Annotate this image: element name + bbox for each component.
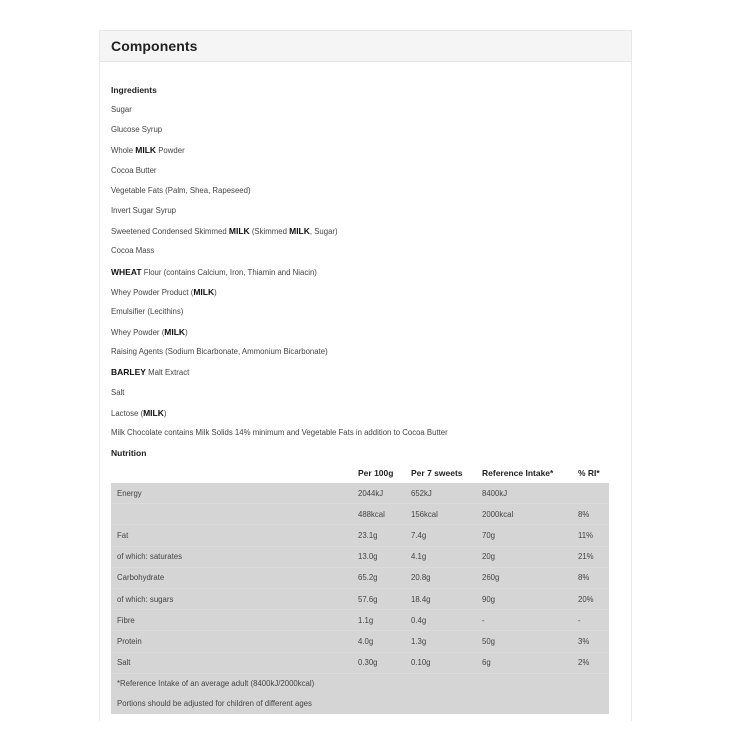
nutrition-table <box>111 463 609 714</box>
nutrition-cell <box>578 483 609 504</box>
nutrition-cell: 18.4g <box>411 588 482 609</box>
allergen-text: MILK <box>135 145 157 156</box>
nutrition-cell: 8400kJ <box>482 483 578 504</box>
ingredient-text: Vegetable Fats (Palm, Shea, Rapeseed) <box>111 185 251 195</box>
column-header-per-100g: Per 100g <box>358 468 394 478</box>
nutrition-cell: 7.4g <box>411 525 482 546</box>
column-header-reference-intake: Reference Intake* <box>482 468 554 478</box>
nutrition-header-row <box>111 463 609 483</box>
allergen-text: MILK <box>289 226 310 237</box>
nutrition-cell: 0.30g <box>358 652 411 673</box>
nutrition-row <box>111 567 609 588</box>
nutrition-row <box>111 483 609 504</box>
nutrition-cell: 20% <box>578 588 609 609</box>
nutrition-cell <box>111 504 358 525</box>
ingredient-text: ) <box>163 408 167 418</box>
nutrition-note-row <box>111 673 609 694</box>
ingredient-text: Cocoa Butter <box>111 165 157 175</box>
nutrition-cell: - <box>578 610 609 631</box>
nutrition-cell: 50g <box>482 631 578 652</box>
nutrition-cell: 6g <box>482 652 578 673</box>
column-header-nutrient <box>111 463 358 483</box>
ingredient-item <box>111 140 631 160</box>
nutrition-cell: 0.10g <box>411 652 482 673</box>
nutrition-cell: 652kJ <box>411 483 482 504</box>
ingredient-item <box>111 120 631 140</box>
ingredient-item <box>111 282 631 302</box>
nutrition-cell: of which: saturates <box>111 546 358 567</box>
ingredient-text: Whole <box>111 146 136 156</box>
nutrition-cell: 156kcal <box>411 504 482 525</box>
nutrition-cell: 23.1g <box>358 525 411 546</box>
ingredient-text: Whey Powder Product ( <box>111 287 194 297</box>
nutrition-cell: 57.6g <box>358 588 411 609</box>
nutrition-row <box>111 525 609 546</box>
nutrition-cell: 13.0g <box>358 546 411 567</box>
nutrition-row <box>111 546 609 567</box>
ingredient-item <box>111 201 631 221</box>
ingredient-text: Whey Powder ( <box>111 328 165 338</box>
card-content <box>100 62 631 463</box>
nutrition-cell: 20g <box>482 546 578 567</box>
nutrition-cell: 8% <box>578 567 609 588</box>
ingredient-item <box>111 221 631 241</box>
ingredient-text: Emulsifier (Lecithins) <box>111 306 184 316</box>
nutrition-note: *Reference Intake of an average adult (8400kJ/2000kcal) <box>117 679 315 689</box>
nutrition-cell: 11% <box>578 525 609 546</box>
ingredient-item <box>111 181 631 201</box>
nutrition-cell: Fat <box>111 525 358 546</box>
nutrition-cell: 70g <box>482 525 578 546</box>
nutrition-cell: 260g <box>482 567 578 588</box>
nutrition-cell: 65.2g <box>358 567 411 588</box>
ingredient-item <box>111 241 631 261</box>
ingredient-item <box>111 423 631 443</box>
nutrition-cell: 4.1g <box>411 546 482 567</box>
ingredient-text: Salt <box>111 387 125 397</box>
ingredient-text: ) <box>214 287 217 297</box>
allergen-text: MILK <box>143 407 164 418</box>
nutrition-row <box>111 610 609 631</box>
ingredient-text: Powder <box>156 146 185 156</box>
ingredient-text: Malt Extract <box>145 368 190 378</box>
nutrition-row <box>111 652 609 673</box>
nutrition-cell: of which: sugars <box>111 588 358 609</box>
nutrition-cell: 90g <box>482 588 578 609</box>
nutrition-body <box>111 483 609 714</box>
ingredient-item <box>111 403 631 423</box>
ingredient-text: Raising Agents (Sodium Bicarbonate, Ammonium Bicarbonate) <box>111 347 328 357</box>
nutrition-heading: Nutrition <box>111 448 147 459</box>
nutrition-cell: Fibre <box>111 610 358 631</box>
allergen-text: BARLEY <box>111 367 146 378</box>
ingredient-item <box>111 362 631 382</box>
allergen-text: MILK <box>228 226 250 237</box>
nutrition-cell: 2044kJ <box>358 483 411 504</box>
ingredient-item <box>111 383 631 403</box>
nutrition-cell: Energy <box>111 483 358 504</box>
nutrition-cell: 8% <box>578 504 609 525</box>
ingredient-text: Sugar <box>111 105 132 114</box>
nutrition-cell: 4.0g <box>358 631 411 652</box>
column-header-percent-ri: % RI* <box>578 468 600 478</box>
ingredient-text: Flour (contains Calcium, Iron, Thiamin and Niacin) <box>141 267 317 277</box>
nutrition-cell: Salt <box>111 652 358 673</box>
ingredient-item <box>111 100 631 120</box>
nutrition-cell: Protein <box>111 631 358 652</box>
nutrition-row <box>111 588 609 609</box>
ingredient-text: , Sugar) <box>309 227 338 237</box>
column-header-per-portion: Per 7 sweets <box>411 468 463 478</box>
nutrition-cell: - <box>482 610 578 631</box>
ingredients-list <box>111 100 631 443</box>
nutrition-cell: 0.4g <box>411 610 482 631</box>
card-header <box>100 31 631 62</box>
nutrition-cell: 2% <box>578 652 609 673</box>
nutrition-cell: 21% <box>578 546 609 567</box>
nutrition-note: Portions should be adjusted for children of different ages <box>117 699 312 709</box>
ingredient-text: Sweetened Condensed Skimmed <box>111 227 229 237</box>
nutrition-note-row <box>111 694 609 714</box>
ingredient-text: Milk Chocolate contains Milk Solids 14% minimum and Vegetable Fats in addition to Cocoa Butter <box>111 428 448 437</box>
ingredient-text: ) <box>185 328 188 338</box>
ingredient-item <box>111 302 631 322</box>
allergen-text: MILK <box>193 286 215 297</box>
ingredient-text: Cocoa Mass <box>111 246 155 256</box>
nutrition-cell: 1.1g <box>358 610 411 631</box>
nutrition-cell: 20.8g <box>411 567 482 588</box>
ingredient-text: Glucose Syrup <box>111 125 163 135</box>
nutrition-cell: 488kcal <box>358 504 411 525</box>
ingredient-item <box>111 161 631 181</box>
nutrition-row <box>111 631 609 652</box>
ingredient-item <box>111 322 631 342</box>
allergen-text: WHEAT <box>111 266 142 277</box>
ingredient-text: Lactose ( <box>111 408 144 418</box>
nutrition-cell: 2000kcal <box>482 504 578 525</box>
components-card <box>99 30 632 721</box>
ingredient-text: Invert Sugar Syrup <box>111 205 177 215</box>
nutrition-cell: 1.3g <box>411 631 482 652</box>
ingredient-text: (Skimmed <box>249 227 290 237</box>
card-title: Components <box>111 38 198 54</box>
nutrition-cell: Carbohydrate <box>111 567 358 588</box>
nutrition-cell: 3% <box>578 631 609 652</box>
ingredient-item <box>111 342 631 362</box>
allergen-text: MILK <box>164 327 186 338</box>
nutrition-row <box>111 504 609 525</box>
ingredients-heading: Ingredients <box>111 85 157 95</box>
ingredient-item <box>111 262 631 282</box>
